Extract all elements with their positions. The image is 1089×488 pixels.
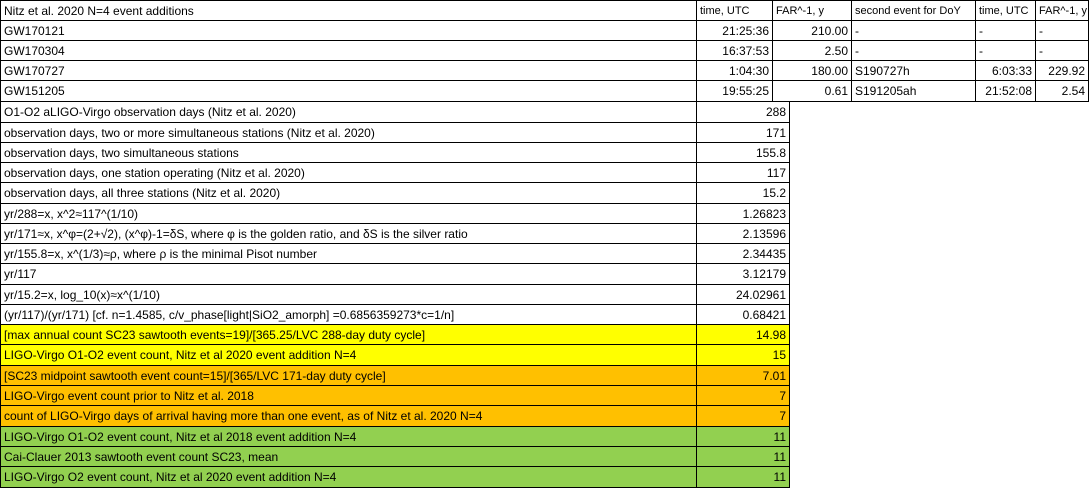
header-time-utc-2[interactable]: time, UTC <box>976 0 1036 21</box>
highlight-row-value[interactable]: 11 <box>697 467 790 488</box>
row-label[interactable]: observation days, two or more simultaneous stations (Nitz et al. 2020) <box>0 123 697 143</box>
event-far-2[interactable]: 229.92 <box>1036 61 1089 81</box>
event-second[interactable]: S191205ah <box>852 81 976 102</box>
highlight-row-value[interactable]: 7.01 <box>697 366 790 386</box>
row-value[interactable]: 288 <box>697 102 790 123</box>
highlight-row-value[interactable]: 14.98 <box>697 325 790 345</box>
event-time[interactable]: 21:25:36 <box>697 21 773 41</box>
event-time[interactable]: 1:04:30 <box>697 61 773 81</box>
row-label[interactable]: observation days, all three stations (Nitz et al. 2020) <box>0 183 697 204</box>
event-name[interactable]: GW170304 <box>0 41 697 61</box>
row-label[interactable]: O1-O2 aLIGO-Virgo observation days (Nitz et al. 2020) <box>0 102 697 123</box>
event-far[interactable]: 0.61 <box>773 81 852 102</box>
highlight-row-label[interactable]: [max annual count SC23 sawtooth events=19]/[365.25/LVC 288-day duty cycle] <box>0 325 697 345</box>
row-value[interactable]: 0.68421 <box>697 305 790 325</box>
event-far[interactable]: 210.00 <box>773 21 852 41</box>
event-time[interactable]: 19:55:25 <box>697 81 773 102</box>
event-far-2[interactable]: 2.54 <box>1036 81 1089 102</box>
row-label[interactable]: yr/155.8=x, x^(1/3)≈ρ, where ρ is the minimal Pisot number <box>0 244 697 264</box>
row-label[interactable]: yr/15.2=x, log_10(x)≈x^(1/10) <box>0 285 697 305</box>
highlight-row-label[interactable]: count of LIGO-Virgo days of arrival having more than one event, as of Nitz et al. 2020 N=4 <box>0 406 697 427</box>
event-time[interactable]: 16:37:53 <box>697 41 773 61</box>
row-value[interactable]: 15.2 <box>697 183 790 204</box>
highlight-row-label[interactable]: LIGO-Virgo O1-O2 event count, Nitz et al 2020 event addition N=4 <box>0 345 697 366</box>
highlight-row-label[interactable]: LIGO-Virgo event count prior to Nitz et al. 2018 <box>0 386 697 406</box>
row-label[interactable]: yr/288=x, x^2≈117^(1/10) <box>0 204 697 224</box>
event-name[interactable]: GW170121 <box>0 21 697 41</box>
row-value[interactable]: 2.13596 <box>697 224 790 244</box>
highlight-row-value[interactable]: 11 <box>697 447 790 467</box>
event-second[interactable]: S190727h <box>852 61 976 81</box>
row-value[interactable]: 155.8 <box>697 143 790 163</box>
highlight-row-label[interactable]: LIGO-Virgo O1-O2 event count, Nitz et al 2018 event addition N=4 <box>0 427 697 447</box>
event-second[interactable]: - <box>852 41 976 61</box>
row-label[interactable]: (yr/117)/(yr/171) [cf. n=1.4585, c/v_phase[light|SiO2_amorph] =0.6856359273*c=1/n] <box>0 305 697 325</box>
event-far-2[interactable]: - <box>1036 41 1089 61</box>
event-far-2[interactable]: - <box>1036 21 1089 41</box>
header-second-event[interactable]: second event for DoY <box>852 0 976 21</box>
event-time-2[interactable]: - <box>976 21 1036 41</box>
event-name[interactable]: GW170727 <box>0 61 697 81</box>
highlight-row-value[interactable]: 15 <box>697 345 790 366</box>
highlight-row-label[interactable]: Cai-Clauer 2013 sawtooth event count SC23, mean <box>0 447 697 467</box>
row-value[interactable]: 24.02961 <box>697 285 790 305</box>
header-far-2[interactable]: FAR^-1, y <box>1036 0 1089 21</box>
row-label[interactable]: yr/117 <box>0 264 697 285</box>
event-second[interactable]: - <box>852 21 976 41</box>
event-time-2[interactable]: 6:03:33 <box>976 61 1036 81</box>
highlight-row-label[interactable]: [SC23 midpoint sawtooth event count=15]/[365/LVC 171-day duty cycle] <box>0 366 697 386</box>
event-time-2[interactable]: 21:52:08 <box>976 81 1036 102</box>
highlight-row-value[interactable]: 7 <box>697 406 790 427</box>
row-label[interactable]: observation days, one station operating (Nitz et al. 2020) <box>0 163 697 183</box>
highlight-row-label[interactable]: LIGO-Virgo O2 event count, Nitz et al 2020 event addition N=4 <box>0 467 697 488</box>
header-time-utc[interactable]: time, UTC <box>697 0 773 21</box>
highlight-row-value[interactable]: 11 <box>697 427 790 447</box>
row-value[interactable]: 171 <box>697 123 790 143</box>
event-name[interactable]: GW151205 <box>0 81 697 102</box>
header-far[interactable]: FAR^-1, y <box>773 0 852 21</box>
event-far[interactable]: 180.00 <box>773 61 852 81</box>
row-value[interactable]: 1.26823 <box>697 204 790 224</box>
row-value[interactable]: 3.12179 <box>697 264 790 285</box>
event-far[interactable]: 2.50 <box>773 41 852 61</box>
row-value[interactable]: 2.34435 <box>697 244 790 264</box>
row-label[interactable]: yr/171≈x, x^φ=(2+√2), (x^φ)-1=δS, where φ is the golden ratio, and δS is the silver ratio <box>0 224 697 244</box>
row-value[interactable]: 117 <box>697 163 790 183</box>
event-time-2[interactable]: - <box>976 41 1036 61</box>
row-label[interactable]: observation days, two simultaneous stations <box>0 143 697 163</box>
header-title[interactable]: Nitz et al. 2020 N=4 event additions <box>0 0 697 21</box>
highlight-row-value[interactable]: 7 <box>697 386 790 406</box>
